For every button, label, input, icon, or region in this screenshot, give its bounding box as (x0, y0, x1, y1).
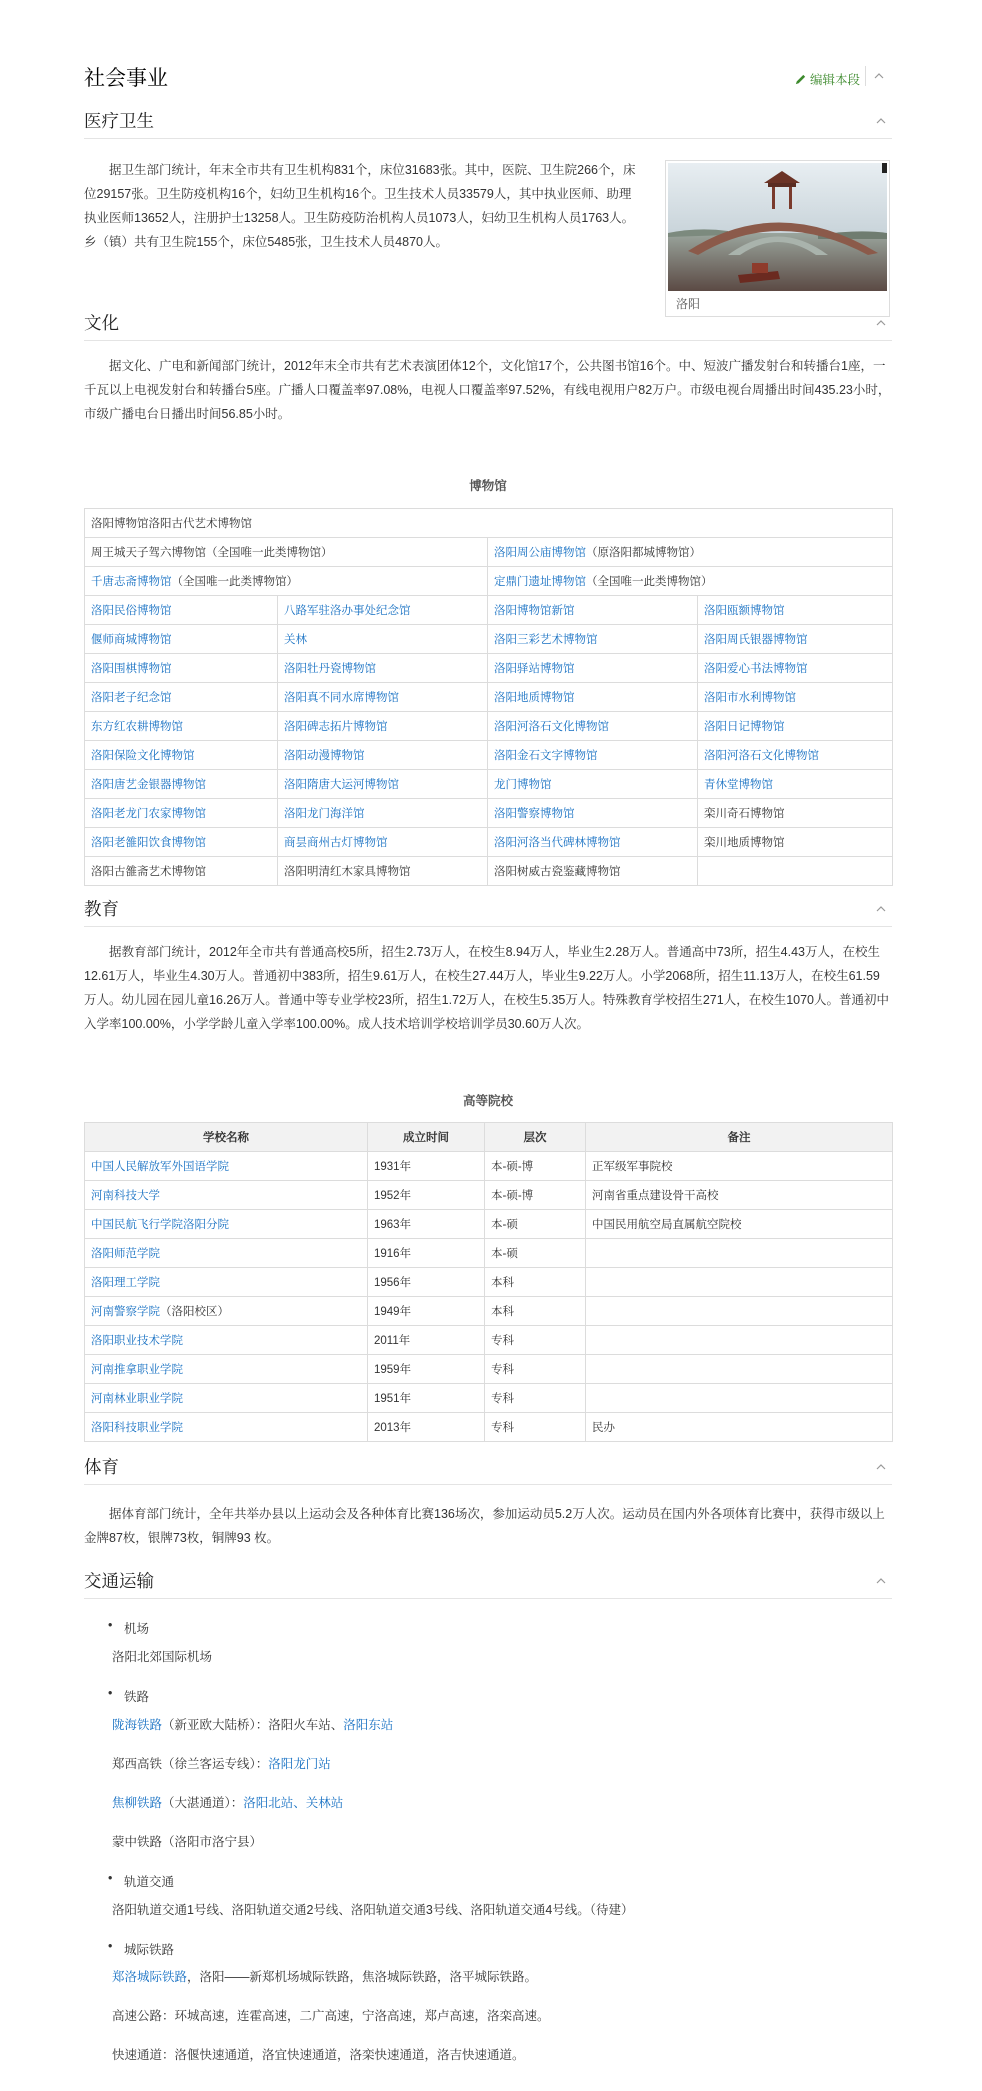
museum-cell (488, 741, 698, 770)
museum-link[interactable]: 商昙商州古灯博物馆 (284, 837, 388, 849)
college-name-cell (85, 1355, 368, 1384)
heading-medical-text: 医疗卫生 (84, 111, 154, 131)
museum-cell (488, 567, 893, 596)
table-row (85, 828, 893, 857)
pencil-icon (794, 73, 807, 86)
museum-cell (85, 770, 278, 799)
college-level-cell: 专科 (485, 1384, 586, 1413)
express-text: 快速通道：洛偃快速通道，洛宜快速通道，洛栾快速通道，洛吉快速通道。 (112, 2048, 525, 2062)
museums-caption: 博物馆 (469, 479, 507, 493)
college-level-cell: 本科 (485, 1297, 586, 1326)
museum-link[interactable]: 关林 (284, 634, 307, 646)
museum-name: 洛阳树威古瓷鉴藏博物馆 (494, 866, 621, 878)
museum-link[interactable]: 定鼎门遗址博物馆 (494, 576, 586, 588)
museum-link[interactable]: 洛阳隋唐大运河博物馆 (284, 779, 399, 791)
museum-cell (488, 654, 698, 683)
culture-paragraph: 据文化、广电和新闻部门统计，2012年末全市共有艺术表演团体12个，文化馆17个，公共图书馆16个。中、短波广播发射台和转播台1座，一千瓦以上电视发射台和转播台5座。广播人口覆盖率97.08%，电视人口覆盖率97.52%，有线电视用户82万户。市级电视台周播出时间435.23小时，市级广播电台日播出时间56.85小时。 (84, 359, 891, 421)
college-year-cell: 1949年 (368, 1297, 485, 1326)
college-name-cell (85, 1326, 368, 1355)
college-level-cell: 本-硕-博 (485, 1152, 586, 1181)
college-name-cell (85, 1268, 368, 1297)
college-note-cell (586, 1297, 893, 1326)
table-row (85, 1326, 893, 1355)
rail-text: （新亚欧大陆桥）：洛阳火车站、 (162, 1718, 344, 1732)
bullet-airport: • 机场 (124, 1619, 149, 1637)
museum-cell (278, 625, 488, 654)
museum-link[interactable]: 洛阳动漫博物馆 (284, 750, 365, 762)
museum-note: （全国唯一此类博物馆） (586, 576, 713, 588)
heading-education-text: 教育 (84, 899, 119, 919)
college-note-cell: 民办 (586, 1413, 893, 1442)
museum-link[interactable]: 千唐志斋博物馆 (91, 576, 172, 588)
museum-link[interactable]: 龙门博物馆 (494, 779, 552, 791)
museum-cell (698, 799, 893, 828)
museum-cell (85, 683, 278, 712)
museum-cell (278, 799, 488, 828)
museum-cell (278, 654, 488, 683)
medical-paragraph: 据卫生部门统计，年末全市共有卫生机构831个，床位31683张。其中，医院、卫生院266个，床位29157张。卫生防疫机构16个，妇幼卫生机构16个。卫生技术人员33579人，其中执业医师、助理执业医师13652人，注册护士13258人。卫生防疫防治机构人员1073人，妇幼卫生机构人员1763人。乡（镇）共有卫生院155个，床位5485张，卫生技术人员4870人。 (84, 163, 636, 249)
museum-cell (278, 828, 488, 857)
bullet-intercity: • 城际铁路 (124, 1940, 174, 1958)
museum-cell (278, 683, 488, 712)
college-year-cell: 1952年 (368, 1181, 485, 1210)
table-row (85, 654, 893, 683)
chevron-up-icon[interactable] (876, 318, 886, 328)
table-row (85, 1181, 893, 1210)
museum-cell (488, 799, 698, 828)
college-level-cell: 本-硕 (485, 1210, 586, 1239)
column-header: 层次 (485, 1123, 586, 1152)
rail-text: （大湛通道）： (162, 1796, 244, 1810)
table-row (85, 741, 893, 770)
museum-link[interactable]: 洛阳瓯额博物馆 (704, 605, 785, 617)
museum-cell (278, 770, 488, 799)
intercity-link[interactable]: 郑洛城际铁路 (112, 1970, 188, 1984)
table-row (85, 596, 893, 625)
heading-culture-text: 文化 (84, 313, 119, 333)
table-row (85, 799, 893, 828)
museum-link[interactable]: 洛阳牡丹瓷博物馆 (284, 663, 376, 675)
museum-cell (278, 596, 488, 625)
section-title: 社会事业 (84, 67, 168, 90)
museum-link[interactable]: 东方红农耕博物馆 (91, 721, 183, 733)
museum-link[interactable]: 洛阳唐艺金银器博物馆 (91, 779, 206, 791)
table-row (85, 509, 893, 538)
college-year-cell: 2011年 (368, 1326, 485, 1355)
college-name-cell (85, 1413, 368, 1442)
museum-cell (698, 596, 893, 625)
table-row (85, 683, 893, 712)
heading-education (84, 896, 892, 927)
rail-link[interactable]: 洛阳东站 (343, 1718, 394, 1732)
museum-cell (698, 625, 893, 654)
college-year-cell: 1956年 (368, 1268, 485, 1297)
museum-cell (698, 712, 893, 741)
museum-name: 周王城天子驾六博物馆 (91, 547, 206, 559)
museum-cell (488, 538, 893, 567)
college-year-cell: 1931年 (368, 1152, 485, 1181)
museum-cell (85, 741, 278, 770)
college-link[interactable]: 中国人民解放军外国语学院 (91, 1161, 229, 1173)
college-note-cell (586, 1326, 893, 1355)
museum-link[interactable]: 洛阳老子纪念馆 (91, 692, 172, 704)
edit-section-button[interactable] (794, 70, 860, 88)
museum-cell (698, 770, 893, 799)
museum-cell (698, 828, 893, 857)
college-link[interactable]: 河南林业职业学院 (91, 1393, 183, 1405)
table-row (85, 1239, 893, 1268)
rail-link[interactable]: 焦柳铁路 (112, 1796, 163, 1810)
table-row (85, 770, 893, 799)
heading-sports (84, 1454, 892, 1485)
museum-cell (488, 828, 698, 857)
chevron-up-icon[interactable] (876, 1462, 886, 1472)
rail-link[interactable]: 陇海铁路 (112, 1718, 163, 1732)
airport-text: 洛阳北郊国际机场 (112, 1650, 213, 1664)
museum-cell (85, 828, 278, 857)
college-name-cell (85, 1297, 368, 1326)
heading-culture (84, 310, 892, 341)
chevron-up-icon[interactable] (876, 1576, 886, 1586)
museum-cell (698, 741, 893, 770)
college-link[interactable]: 洛阳职业技术学院 (91, 1335, 183, 1347)
chevron-up-icon (874, 71, 884, 81)
museum-link[interactable]: 青休堂博物馆 (704, 779, 773, 791)
college-level-cell: 专科 (485, 1355, 586, 1384)
rail-link[interactable]: 洛阳龙门站 (268, 1757, 331, 1771)
museum-cell (85, 567, 488, 596)
museum-cell (488, 712, 698, 741)
college-level-cell: 本-硕-博 (485, 1181, 586, 1210)
museum-note: （全国唯一此类博物馆） (171, 576, 298, 588)
table-row (85, 1297, 893, 1326)
museum-link[interactable]: 洛阳市水利博物馆 (704, 692, 796, 704)
college-note-cell: 正军级军事院校 (586, 1152, 893, 1181)
college-year-cell: 2013年 (368, 1413, 485, 1442)
museum-link[interactable]: 八路军驻洛办事处纪念馆 (284, 605, 411, 617)
table-row (85, 857, 893, 886)
collapse-section-button[interactable] (865, 66, 890, 86)
museum-name: 栾川奇石博物馆 (704, 808, 785, 820)
college-link[interactable]: 河南科技大学 (91, 1190, 160, 1202)
college-note-cell: 河南省重点建设骨干高校 (586, 1181, 893, 1210)
table-row (85, 1268, 893, 1297)
college-link[interactable]: 洛阳师范学院 (91, 1248, 160, 1260)
intercity-text (112, 1967, 537, 1985)
museum-cell (488, 596, 698, 625)
heading-transport-text: 交通运输 (84, 1571, 154, 1591)
rail-line-1 (112, 1715, 393, 1733)
museum-cell (488, 625, 698, 654)
college-link[interactable]: 洛阳理工学院 (91, 1277, 160, 1289)
college-name-cell (85, 1181, 368, 1210)
museum-cell (278, 712, 488, 741)
museum-cell (85, 625, 278, 654)
table-row (85, 1152, 893, 1181)
college-note-cell (586, 1384, 893, 1413)
museum-link[interactable]: 洛阳河洛石文化博物馆 (494, 721, 609, 733)
colleges-caption: 高等院校 (462, 1094, 513, 1108)
museum-link[interactable]: 洛阳日记博物馆 (704, 721, 785, 733)
college-name-cell (85, 1384, 368, 1413)
rail-link[interactable]: 洛阳北站、关林站 (243, 1796, 344, 1810)
rail-line-4: 蒙中铁路（洛阳市洛宁县） (112, 1835, 263, 1849)
college-year-cell: 1951年 (368, 1384, 485, 1413)
college-name-cell (85, 1152, 368, 1181)
museum-name: 栾川地质博物馆 (704, 837, 785, 849)
museum-cell (488, 857, 698, 886)
museum-link[interactable]: 洛阳河洛当代碑林博物馆 (494, 837, 621, 849)
table-row (85, 1210, 893, 1239)
museum-link[interactable]: 洛阳碑志拓片博物馆 (284, 721, 388, 733)
bullet-rail: • 铁路 (124, 1687, 149, 1705)
college-link[interactable]: 河南推拿职业学院 (91, 1364, 183, 1376)
museum-note: （原洛阳都城博物馆） (586, 547, 701, 559)
museum-name: 洛阳明清红木家具博物馆 (284, 866, 411, 878)
highway-text: 高速公路：环城高速，连霍高速，二广高速，宁洛高速，郑卢高速，洛栾高速。 (112, 2009, 550, 2023)
table-row (85, 625, 893, 654)
table-row (85, 1413, 893, 1442)
college-year-cell: 1963年 (368, 1210, 485, 1239)
college-note-cell: 中国民用航空局直属航空院校 (586, 1210, 893, 1239)
museum-link[interactable]: 洛阳龙门海洋馆 (284, 808, 365, 820)
museum-note: （全国唯一此类博物馆） (206, 547, 333, 559)
rail-line-3 (112, 1793, 343, 1811)
college-note-cell (586, 1268, 893, 1297)
museum-cell (85, 538, 488, 567)
table-row (85, 538, 893, 567)
museum-link[interactable]: 洛阳河洛石文化博物馆 (704, 750, 819, 762)
college-link[interactable]: 中国民航飞行学院洛阳分院 (91, 1219, 229, 1231)
museum-link[interactable]: 洛阳民俗博物馆 (91, 605, 172, 617)
bridge-photo (668, 163, 887, 291)
college-year-cell: 1959年 (368, 1355, 485, 1384)
college-name-cell (85, 1210, 368, 1239)
column-header: 成立时间 (368, 1123, 485, 1152)
college-link[interactable]: 河南警察学院 (91, 1306, 160, 1318)
education-paragraph: 据教育部门统计，2012年全市共有普通高校5所，招生2.73万人，在校生8.94万人，毕业生2.28万人。普通高中73所，招生4.43万人，在校生12.61万人，毕业生4.30万人。普通初中383所，招生9.61万人，在校生27.44万人，毕业生9.22万人。小学2068所，招生11.13万人，在校生61.59万人。幼儿园在园儿童16.26万人。普通中等专业学校23所，招生1.72万人，在校生5.35万人。特殊教育学校招生271人，在校生1070人。普通初中入学率100.00%，小学学龄儿童入学率100.00%。成人技术培训学校培训学员30.60万人次。 (84, 945, 890, 1031)
heading-sports-text: 体育 (84, 1457, 119, 1477)
museums-table (84, 508, 893, 886)
museum-cell (488, 770, 698, 799)
museum-link[interactable]: 洛阳三彩艺术博物馆 (494, 634, 598, 646)
table-header-row (85, 1123, 893, 1152)
college-name-cell (85, 1239, 368, 1268)
museum-cell (85, 712, 278, 741)
intercity-rest: ，洛阳——新郑机场城际铁路，焦洛城际铁路，洛平城际铁路。 (187, 1970, 538, 1984)
luoyang-image[interactable] (665, 160, 890, 317)
college-level-cell: 本-硕 (485, 1239, 586, 1268)
museum-cell (85, 857, 278, 886)
museum-link[interactable]: 洛阳驿站博物馆 (494, 663, 575, 675)
museum-cell (698, 857, 893, 886)
museum-cell (698, 683, 893, 712)
bullet-metro: • 轨道交通 (124, 1872, 174, 1890)
museum-link[interactable]: 洛阳博物馆新馆 (494, 605, 575, 617)
college-link[interactable]: 洛阳科技职业学院 (91, 1422, 183, 1434)
heading-medical (84, 108, 892, 139)
museum-link[interactable]: 洛阳爱心书法博物馆 (704, 663, 808, 675)
table-row (85, 567, 893, 596)
museum-link[interactable]: 洛阳地质博物馆 (494, 692, 575, 704)
museum-cell: 洛阳博物馆洛阳古代艺术博物馆 (85, 509, 893, 538)
museum-cell (488, 683, 698, 712)
chevron-up-icon[interactable] (876, 904, 886, 914)
museum-link[interactable]: 洛阳老雒阳饮食博物馆 (91, 837, 206, 849)
museum-link[interactable]: 偃师商城博物馆 (91, 634, 172, 646)
college-suffix: （洛阳校区） (160, 1306, 229, 1318)
college-level-cell: 专科 (485, 1413, 586, 1442)
heading-transport (84, 1568, 892, 1599)
edit-section-label: 编辑本段 (809, 73, 860, 87)
college-note-cell (586, 1239, 893, 1268)
museum-cell (85, 654, 278, 683)
college-level-cell: 本科 (485, 1268, 586, 1297)
column-header: 学校名称 (85, 1123, 368, 1152)
museum-cell (278, 741, 488, 770)
rail-text: 郑西高铁（徐兰客运专线）： (112, 1757, 269, 1771)
image-caption: 洛阳 (676, 297, 701, 311)
museum-cell (278, 857, 488, 886)
table-row (85, 1384, 893, 1413)
museum-link[interactable]: 洛阳围棋博物馆 (91, 663, 172, 675)
table-row (85, 712, 893, 741)
college-note-cell (586, 1355, 893, 1384)
college-year-cell: 1916年 (368, 1239, 485, 1268)
museum-link[interactable]: 洛阳周公庙博物馆 (494, 547, 586, 559)
column-header: 备注 (586, 1123, 893, 1152)
museum-link[interactable]: 洛阳金石文字博物馆 (494, 750, 598, 762)
museum-cell (698, 654, 893, 683)
museum-link[interactable]: 洛阳周氏银器博物馆 (704, 634, 808, 646)
museum-name: 洛阳古雒斋艺术博物馆 (91, 866, 206, 878)
museum-cell (85, 799, 278, 828)
college-level-cell: 专科 (485, 1326, 586, 1355)
museum-link[interactable]: 洛阳保险文化博物馆 (91, 750, 195, 762)
chevron-up-icon[interactable] (876, 116, 886, 126)
museum-link[interactable]: 洛阳警察博物馆 (494, 808, 575, 820)
museum-link[interactable]: 洛阳老龙门农家博物馆 (91, 808, 206, 820)
metro-text: 洛阳轨道交通1号线、洛阳轨道交通2号线、洛阳轨道交通3号线、洛阳轨道交通4号线。（待建） (112, 1903, 634, 1917)
rail-line-2 (112, 1754, 331, 1772)
sports-paragraph: 据体育部门统计，全年共举办县以上运动会及各种体育比赛136场次，参加运动员5.2万人次。运动员在国内外各项体育比赛中，获得市级以上金牌87枚，银牌73枚，铜牌93 枚。 (84, 1507, 885, 1545)
colleges-table (84, 1122, 893, 1442)
table-row (85, 1355, 893, 1384)
museum-cell (85, 596, 278, 625)
museum-link[interactable]: 洛阳真不同水席博物馆 (284, 692, 399, 704)
